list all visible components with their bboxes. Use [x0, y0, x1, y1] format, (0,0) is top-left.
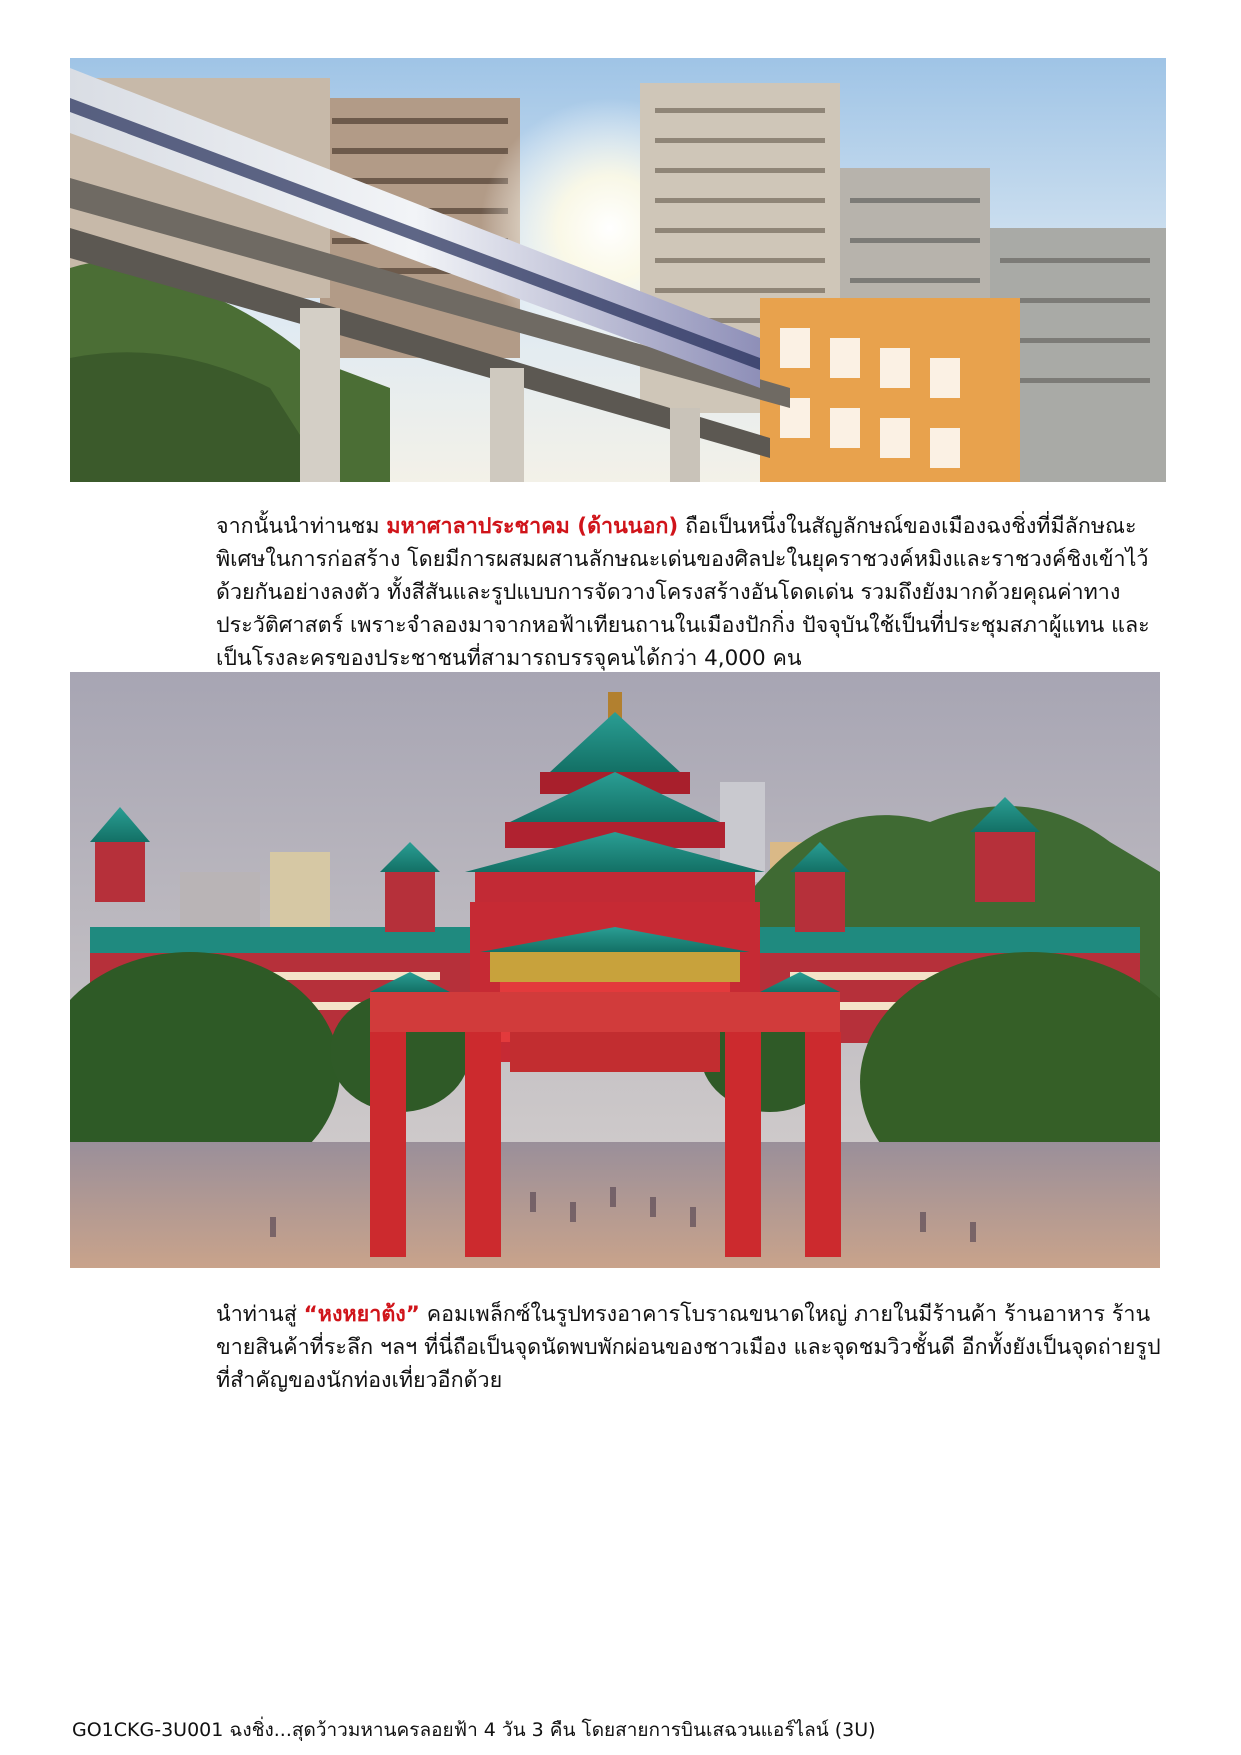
paragraph1-intro: จากนั้นนำท่านชม [216, 513, 387, 539]
page-footer: GO1CKG-3U001 ฉงชิ่ง...สุดว้าวมหานครลอยฟ้า 4 วัน 3 คืน โดยสายการบินเสฉวนแอร์ไลน์ (3U) [72, 1719, 876, 1741]
paragraph-hongyadong [216, 1298, 1166, 1397]
paragraph2-intro: นำท่านสู่ [216, 1301, 304, 1327]
great-hall-photo [70, 672, 1160, 1268]
paragraph1-body: ถือเป็นหนึ่งในสัญลักษณ์ของเมืองฉงชิ่งที่มีลักษณะพิเศษในการก่อสร้าง โดยมีการผสมผสานลักษณะเด่นของศิลปะในยุคราชวงค์หมิงและราชวงค์ชิงเข้าไว้ด้วยกันอย่างลงตัว ทั้งสีสันและรูปแบบการจัดวางโครงสร้างอันโดดเด่น รวมถึงยังมากด้วยคุณค่าทางประวัติศาสตร์ เพราะจำลองมาจากหอฟ้าเทียนถานในเมืองปักกิ่ง ปัจจุบันใช้เป็นที่ประชุมสภาผู้แทน และเป็นโรงละครของประชาชนที่สามารถบรรจุคนได้กว่า 4,000 คน [216, 513, 1150, 671]
paragraph-people-hall [216, 510, 1166, 675]
monorail-photo [70, 58, 1166, 482]
paragraph2-body: คอมเพล็กซ์ในรูปทรงอาคารโบราณขนาดใหญ่ ภายในมีร้านค้า ร้านอาหาร ร้านขายสินค้าที่ระลึก ฯลฯ ที่นี่ถือเป็นจุดนัดพบพักผ่อนของชาวเมือง และจุดชมวิวชั้นดี อีกทั้งยังเป็นจุดถ่ายรูปที่สำคัญของนักท่องเที่ยวอีกด้วย [216, 1301, 1161, 1393]
paragraph1-highlight: มหาศาลาประชาคม (ด้านนอก) [386, 513, 679, 539]
paragraph2-highlight: “หงหยาต้ง” [303, 1301, 420, 1327]
